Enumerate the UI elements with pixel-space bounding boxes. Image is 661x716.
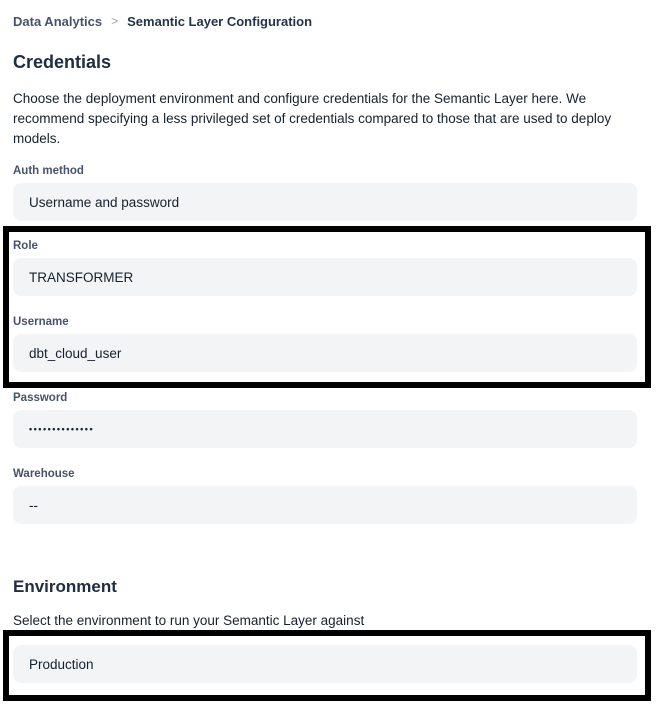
breadcrumb-item-data-analytics[interactable]: Data Analytics [13, 14, 103, 29]
auth-method-label: Auth method [13, 165, 84, 177]
auth-method-group [13, 164, 637, 221]
auth-method-select[interactable] [13, 183, 637, 221]
password-masked-value: •••••••••••••• [29, 424, 95, 434]
warehouse-value: -- [29, 497, 38, 513]
username-label: Username [13, 316, 69, 328]
role-value: TRANSFORMER [29, 269, 134, 285]
chevron-right-icon: > [111, 13, 119, 28]
environment-description: Select the environment to run your Semantic Layer against [13, 613, 365, 628]
role-label: Role [13, 240, 38, 252]
warehouse-input[interactable] [13, 486, 637, 524]
environment-select[interactable] [13, 645, 637, 683]
highlight-box-environment [3, 630, 651, 701]
warehouse-group [13, 467, 637, 524]
environment-heading: Environment [13, 577, 117, 596]
role-input[interactable] [13, 258, 637, 296]
password-input[interactable] [13, 410, 637, 448]
highlight-box-role-username [3, 226, 651, 388]
credentials-heading: Credentials [13, 52, 112, 72]
credentials-description: Choose the deployment environment and configure credentials for the Semantic Layer here. We recommend specifying a less privileged set of credentials compared to those that are used to deploy models. [13, 91, 612, 146]
environment-value: Production [29, 656, 94, 672]
warehouse-label: Warehouse [13, 468, 75, 480]
username-input[interactable] [13, 334, 637, 372]
password-group [13, 391, 637, 448]
auth-method-value: Username and password [29, 194, 180, 210]
breadcrumb [13, 14, 637, 29]
breadcrumb-item-current: Semantic Layer Configuration [127, 14, 313, 29]
username-value: dbt_cloud_user [29, 345, 122, 361]
password-label: Password [13, 392, 68, 404]
